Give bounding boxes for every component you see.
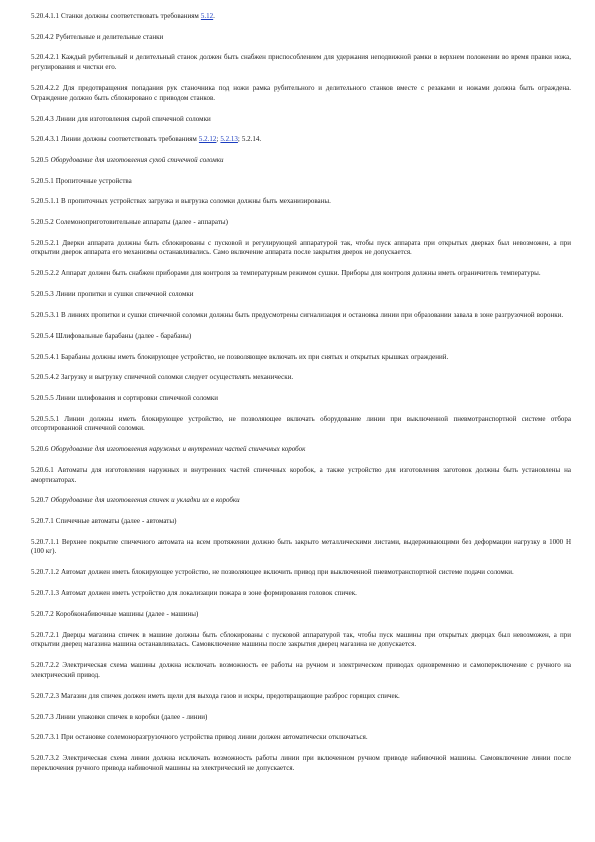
paragraph-p23: [31, 517, 571, 527]
paragraph-text: 5.20.7.1.3 Автомат должен иметь устройство для локализации пожара в зоне формирования головок спичек.: [31, 589, 357, 598]
paragraph-text: 5.20.4.3.1 Линии должны соответствовать требованиям: [31, 135, 199, 144]
paragraph-text: 5.20.5.3 Линии пропитки и сушки спичечной соломки: [31, 290, 194, 299]
paragraph-text: 5.20.7: [31, 496, 51, 505]
paragraph-p11: [31, 239, 571, 258]
paragraph-text: 5.20.4.2.1 Каждый рубительный и делительный станок должен быть снабжен приспособлением для удержания неподвижной рамки в верхнем положении во время правки ножа, регулирования и чистки его.: [31, 53, 571, 71]
document-body: [31, 12, 571, 785]
paragraph-text: 5.20.4.3 Линии для изготовления сырой спичечной соломки: [31, 114, 211, 123]
paragraph-text: 5.20.6.1 Автоматы для изготовления наружных и внутренних частей спичечных коробок, а также устройство для изготовления заготовок должны быть установлены на амортизаторах.: [31, 465, 571, 484]
paragraph-text: 5.20.5.5 Линии шлифования и сортировки спичечной соломки: [31, 393, 219, 402]
paragraph-text: 5.20.6: [31, 445, 51, 454]
paragraph-p2: [31, 33, 571, 43]
paragraph-p16: [31, 353, 571, 363]
paragraph-p3: [31, 53, 571, 72]
paragraph-p24: [31, 538, 571, 557]
paragraph-p33: [31, 754, 571, 773]
paragraph-p7: [31, 156, 571, 166]
paragraph-p19: [31, 415, 571, 434]
paragraph-text: 5.20.5.2 Солемоноприготовительные аппараты (далее - аппараты): [31, 217, 228, 226]
paragraph-text: 5.20.4.2.2 Для предотвращения попадания рук станочника под ножи рамка рубительного и делительного станков вместе с резаками и ножами должна быть ограждена. Ограждение должно быть сблокировано с приводом станков.: [31, 83, 571, 102]
paragraph-text: 5.20.5.2.1 Дверки аппарата должны быть сблокированы с пусковой и регулирующей аппаратурой так, чтобы пуск аппарата при открытых дверках был невозможен, а при открытии дверок аппарата его механизмы останавливались. Само включение аппарата после закрытия дверок не допускается.: [31, 238, 571, 257]
paragraph-p14: [31, 311, 571, 321]
paragraph-text: ; 5.2.14.: [237, 135, 262, 144]
paragraph-p15: [31, 332, 571, 342]
paragraph-text: 5.20.5.4.2 Загрузку и выгрузку спичечной соломки следует осуществлять механически.: [31, 373, 294, 382]
paragraph-p31: [31, 713, 571, 723]
paragraph-text: 5.20.7.3 Линии упаковки спичек в коробки (далее - линии): [31, 712, 208, 721]
section-title: Оборудование для изготовления наружных и внутренних частей спичечных коробок: [50, 445, 306, 454]
cross-reference-link[interactable]: 5.2.13: [220, 135, 238, 144]
paragraph-text: 5.20.7.1 Спичечные автоматы (далее - автоматы): [31, 517, 177, 526]
paragraph-p32: [31, 733, 571, 743]
paragraph-text: 5.20.5.1.1 В пропиточных устройствах загрузка и выгрузка соломки должны быть механизированы.: [31, 197, 331, 206]
paragraph-text: 5.20.7.1.1 Верхнее покрытие спичечного автомата на всем протяжении должно быть закрыто металлическими листами, выдерживающими без деформации нагрузку в 1000 Н (100 кг).: [31, 537, 571, 556]
paragraph-p5: [31, 115, 571, 125]
paragraph-p13: [31, 290, 571, 300]
paragraph-text: .: [213, 12, 215, 20]
paragraph-p21: [31, 466, 571, 485]
paragraph-text: 5.20.7.1.2 Автомат должен иметь блокирующее устройство, не позволяющее включить привод при выключенной пневмотранспортной системе подачи соломки.: [31, 568, 514, 577]
paragraph-text: 5.20.5.5.1 Линии должны иметь блокирующее устройство, не позволяющее включать оборудование линии при выключенной пневмотранспортной системе отбора отсортированной спичечной соломки.: [31, 414, 571, 433]
paragraph-text: 5.20.5.4.1 Барабаны должны иметь блокирующее устройство, не позволяющее включать их при снятых и открытых крышках ограждений.: [31, 352, 449, 361]
paragraph-p9: [31, 197, 571, 207]
paragraph-text: 5.20.7.3.1 При остановке солемоноразгрузочного устройства привод линии должен автоматически отключаться.: [31, 733, 368, 742]
cross-reference-link[interactable]: 5.12: [200, 12, 214, 20]
paragraph-text: 5.20.7.2 Коробконабивочные машины (далее - машины): [31, 610, 199, 619]
paragraph-p17: [31, 373, 571, 383]
paragraph-text: 5.20.5: [31, 155, 51, 164]
paragraph-text: 5.20.4.2 Рубительные и делительные станки: [31, 32, 164, 41]
paragraph-text: 5.20.5.3.1 В линиях пропитки и сушки спичечной соломки должны быть предусмотрены сигнализация и остановка линии при образовании завала в зоне разгрузочной воронки.: [31, 310, 564, 319]
paragraph-p10: [31, 218, 571, 228]
section-title: Оборудование для изготовления спичек и укладки их в коробки: [50, 496, 240, 505]
paragraph-p18: [31, 394, 571, 404]
paragraph-text: 5.20.4.1.1 Станки должны соответствовать требованиям: [31, 12, 201, 20]
paragraph-p29: [31, 661, 571, 680]
paragraph-p25: [31, 568, 571, 578]
paragraph-p28: [31, 631, 571, 650]
paragraph-p27: [31, 610, 571, 620]
paragraph-text: 5.20.5.2.2 Аппарат должен быть снабжен приборами для контроля за температурным режимом сушки. Приборы для контроля должны иметь ограничитель температуры.: [31, 269, 541, 278]
cross-reference-link[interactable]: 5.2.12: [198, 135, 217, 144]
section-title: Оборудование для изготовления сухой спичечной соломки: [50, 155, 224, 164]
paragraph-p12: [31, 269, 571, 279]
paragraph-p20: [31, 445, 571, 455]
paragraph-text: 5.20.7.3.2 Электрическая схема линии должна исключать возможность работы линии при включенном ручном приводе набивочной машины. Самовключение линии после переключения ручного привода набивочной машины на электрический не допускается.: [31, 754, 571, 772]
paragraph-p4: [31, 84, 571, 103]
paragraph-text: 5.20.7.2.3 Магазин для спичек должен иметь щели для выхода газов и искры, предотвращающие разброс горящих спичек.: [31, 691, 400, 700]
paragraph-text: 5.20.7.2.2 Электрическая схема машины должна исключать возможность ее работы на ручном и электрическом приводах одновременно и самопереключение с ручного на электрический привод.: [31, 661, 571, 679]
paragraph-text: 5.20.5.1 Пропиточные устройства: [31, 176, 132, 185]
paragraph-p1: [31, 12, 571, 22]
paragraph-text: 5.20.5.4 Шлифовальные барабаны (далее - барабаны): [31, 331, 192, 340]
paragraph-p22: [31, 496, 571, 506]
paragraph-text: 5.20.7.2.1 Дверцы магазина спичек в машине должны быть сблокированы с пусковой аппаратурой так, чтобы пуск машины при открытых дверцах был невозможен, а при открытии дверец магазина машина останавливалась. Самовключение машины после закрытия дверец магазина не допускается.: [31, 630, 571, 649]
paragraph-p30: [31, 692, 571, 702]
paragraph-text: ;: [216, 135, 221, 144]
paragraph-p6: [31, 135, 571, 145]
paragraph-p26: [31, 589, 571, 599]
paragraph-p8: [31, 177, 571, 187]
